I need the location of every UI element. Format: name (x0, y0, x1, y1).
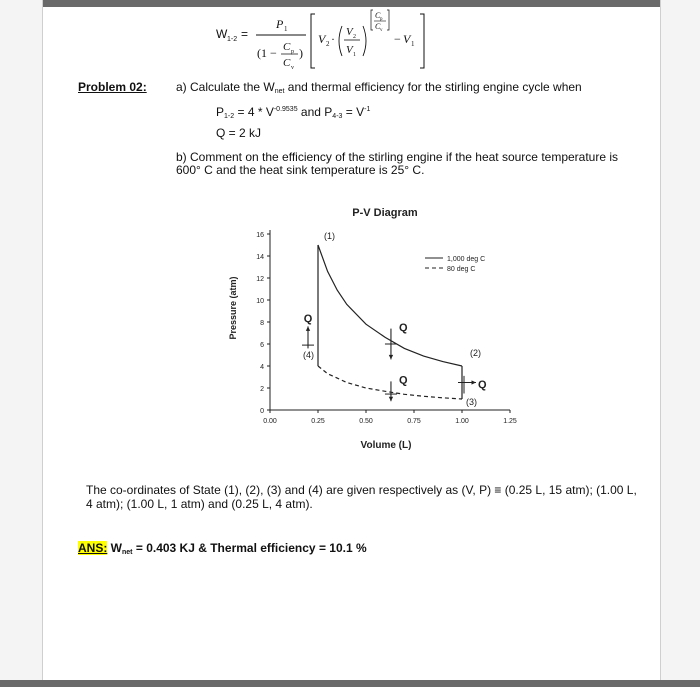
heat-arrowhead (471, 380, 476, 384)
eq-p2-body: = V (342, 105, 365, 119)
state-label: (4) (303, 350, 314, 360)
work-formula (180, 8, 440, 74)
formula-exp-top: C (375, 11, 381, 20)
heat-arrowhead (306, 326, 310, 331)
y-tick-label: 12 (256, 276, 264, 283)
answer-w: W (107, 541, 123, 555)
part-a-rest: and thermal efficiency for the stirling engine cycle when (284, 80, 582, 94)
eq-p2-exp: -1 (364, 106, 371, 113)
formula-cp: C (283, 41, 291, 53)
y-tick-label: 4 (260, 364, 264, 371)
part-a-sub: net (274, 88, 285, 95)
series-line-0 (318, 245, 462, 366)
y-tick-label: 2 (260, 386, 264, 393)
heat-arrowhead (389, 355, 393, 360)
eq-p1-exp: -0.9535 (273, 106, 298, 113)
formula-ratio-bottom: V (346, 44, 353, 56)
x-tick-label: 0.00 (263, 418, 277, 425)
formula-lhs: W (216, 27, 228, 41)
problem-label: Problem 02: (78, 80, 147, 94)
formula-exp-right-bracket (387, 10, 389, 30)
heat-label: Q (478, 379, 487, 391)
pv-diagram (220, 200, 520, 460)
chart-legend (425, 256, 485, 273)
formula-tail-sub: 1 (411, 40, 415, 48)
eq-p1-sub: 1-2 (224, 113, 235, 120)
formula-denominator-suffix: ) (299, 46, 303, 60)
heat-arrowhead (389, 397, 393, 402)
x-tick-label: 1.25 (503, 418, 517, 425)
x-tick-label: 0.50 (359, 418, 373, 425)
eq-p1-body: = 4 * V (234, 105, 274, 119)
x-tick-label: 1.00 (455, 418, 469, 425)
formula-dot: · (331, 32, 335, 46)
state-coordinates-text: The co-ordinates of State (1), (2), (3) and (4) are given respectively as (V, P) ≡ (0.25 L, 15 atm); (1.00 L, 4 atm); (1.00 L, 1 atm) and (0.25 L, 4 atm). (86, 483, 637, 511)
answer-line (78, 541, 367, 560)
formula-denominator-prefix: (1 − (257, 46, 277, 60)
heat-equation: Q = 2 kJ (216, 126, 262, 140)
chart-y-axis-label: Pressure (atm) (228, 276, 238, 340)
page-top-edge (0, 0, 700, 7)
formula-v2-sub: 2 (326, 40, 330, 48)
chart-title: P-V Diagram (352, 207, 418, 219)
formula-ratio-top-sub: 2 (353, 34, 356, 40)
y-tick-label: 16 (256, 232, 264, 239)
chart-x-axis-label: Volume (L) (360, 440, 412, 451)
part-b-question: b) Comment on the efficiency of the stirling engine if the heat source temperature is 600° C and the heat sink temperature is 25° C. (176, 150, 619, 177)
formula-ratio-top: V (346, 26, 353, 38)
formula-right-paren (363, 26, 366, 56)
state-label: (3) (466, 397, 477, 407)
part-a-text: a) Calculate the W (176, 80, 275, 94)
part-a-question (176, 80, 582, 99)
eq-p1-symbol: P (216, 105, 225, 119)
state-label: (1) (324, 231, 335, 241)
formula-tail: V (403, 32, 411, 46)
y-tick-label: 14 (256, 254, 264, 261)
eq-p2-sub: 4-3 (332, 113, 343, 120)
heat-label: Q (398, 374, 408, 387)
formula-ratio-bottom-sub: 1 (353, 52, 356, 58)
y-tick-label: 0 (260, 408, 264, 415)
formula-exp-bottom-sub: v (380, 28, 383, 33)
formula-cv: C (283, 57, 291, 69)
formula-right-bracket (420, 14, 424, 68)
eq-p-and: and P (297, 105, 333, 119)
y-tick-label: 6 (260, 342, 264, 349)
formula-exp-bottom: C (375, 22, 381, 31)
formula-minus: − (394, 32, 401, 46)
x-tick-label: 0.25 (311, 418, 325, 425)
answer-w-sub: net (122, 549, 133, 556)
left-margin (0, 0, 43, 687)
y-tick-label: 8 (260, 320, 264, 327)
formula-v2: V (318, 32, 326, 46)
legend-label: 1,000 deg C (447, 256, 486, 263)
formula-exp-left-bracket (371, 10, 373, 30)
page-bottom-edge (0, 680, 700, 687)
formula-left-bracket (311, 14, 315, 68)
right-margin (660, 0, 700, 687)
formula-numerator: P (276, 17, 284, 31)
formula-cp-sub: p (291, 49, 294, 55)
heat-label: Q (398, 321, 408, 334)
formula-cv-sub: v (291, 65, 294, 71)
formula-numerator-sub: 1 (284, 25, 288, 33)
formula-equals: = (241, 27, 249, 41)
answer-label: ANS: (78, 541, 108, 555)
formula-left-paren (339, 26, 342, 56)
formula-exp-top-sub: p (380, 17, 383, 22)
state-label: (2) (470, 348, 481, 358)
pressure-equations (216, 103, 370, 124)
x-tick-label: 0.75 (407, 418, 421, 425)
heat-label: Q (303, 313, 313, 325)
answer-rest: = 0.403 KJ & Thermal efficiency = 10.1 % (132, 541, 367, 555)
formula-lhs-sub: 1-2 (227, 36, 238, 43)
legend-label: 80 deg C (447, 266, 476, 273)
y-tick-label: 10 (256, 298, 264, 305)
